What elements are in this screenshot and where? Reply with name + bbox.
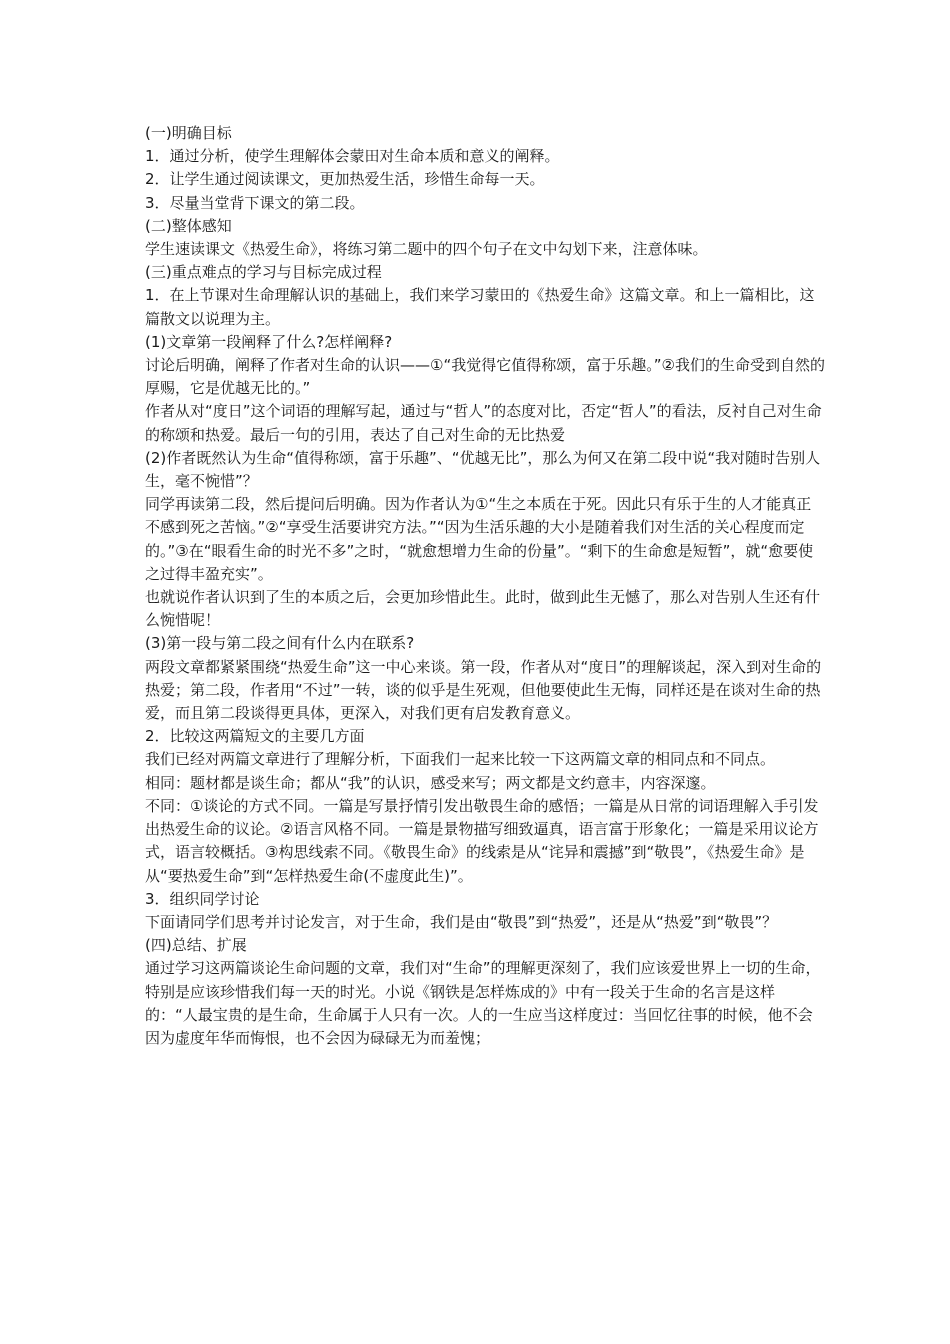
paragraph-comparison-intro: 我们已经对两篇文章进行了理解分析，下面我们一起来比较一下这两篇文章的相同点和不同点。	[145, 750, 776, 769]
paragraph-similarities: 相同：题材都是谈生命；都从“我”的认识，感受来写；两文都是文约意丰，内容深邃。	[145, 773, 716, 792]
heading-comparison: 2．比较这两篇短文的主要几方面	[145, 727, 365, 746]
question-2: (2)作者既然认为生命“值得称颂，富于乐趣”、“优越无比”，那么为何又在第二段中说“我对随时告别人生，毫不惋惜”？	[145, 448, 821, 491]
answer-1: 讨论后明确，阐释了作者对生命的认识——①“我觉得它值得称颂，富于乐趣。”②我们的生命受到自然的厚赐，它是优越无比的。”	[145, 356, 825, 398]
objective-item-2: 2．让学生通过阅读课文，更加热爱生活，珍惜生命每一天。	[145, 170, 545, 189]
answer-2: 同学再读第二段，然后提问后明确。因为作者认为①“生之本质在于死。因此只有乐于生的人才能真正不感到死之苦恼。”②“享受生活要讲究方法。”“因为生活乐趣的大小是随着我们对生活的关心程度而定的。”③在“眼看生命的时光不多”之时，“就愈想增力生命的份量”。“剩下的生命愈是短暂”，就“愈要使之过得丰盈充实”。	[145, 495, 814, 583]
heading-summary: (四)总结、扩展	[145, 936, 247, 955]
answer-2-summary: 也就说作者认识到了生的本质之后，会更加珍惜此生。此时，做到此生无憾了，那么对告别人生还有什么惋惜呢！	[145, 588, 821, 630]
paragraph-intro: 1．在上节课对生命理解认识的基础上，我们来学习蒙田的《热爱生命》这篇文章。和上一篇相比，这篇散文以说理为主。	[145, 286, 815, 328]
paragraph-differences: 不同：①谈论的方式不同。一篇是写景抒情引发出敬畏生命的感悟；一篇是从日常的词语理解入手引发出热爱生命的议论。②语言风格不同。一篇是景物描写细致逼真，语言富于形象化；一篇是采用议论方式，语言较概括。③构思线索不同。《敬畏生命》的线索是从“诧异和震撼”到“敬畏”，《热爱生命》是从“要热爱生命”到“怎样热爱生命(不虚度此生)”。	[145, 796, 819, 885]
answer-3: 两段文章都紧紧围绕“热爱生命”这一中心来谈。第一段，作者从对“度日”的理解谈起，深入到对生命的热爱；第二段，作者用“不过”一转，谈的似乎是生死观，但他要使此生无悔，同样还是在谈对生命的热爱，而且第二段谈得更具体，更深入，对我们更有启发教育意义。	[145, 657, 822, 723]
paragraph-summary: 通过学习这两篇谈论生命问题的文章，我们对“生命”的理解更深刻了，我们应该爱世界上一切的生命，特别是应该珍惜我们每一天的时光。小说《钢铁是怎样炼成的》中有一段关于生命的名言是这样的：“人最宝贵的是生命，生命属于人只有一次。人的一生应当这样度过：当回忆往事的时候，他不会因为虚度年华而悔恨，也不会因为碌碌无为而羞愧；	[145, 959, 821, 1047]
document-body	[145, 122, 825, 1050]
heading-key-points: (三)重点难点的学习与目标完成过程	[145, 263, 382, 282]
question-3: (3)第一段与第二段之间有什么内在联系?	[145, 634, 415, 653]
paragraph-discussion: 下面请同学们思考并讨论发言，对于生命，我们是由“敬畏”到“热爱”，还是从“热爱”到“敬畏”？	[145, 912, 778, 931]
paragraph-perception: 学生速读课文《热爱生命》，将练习第二题中的四个句子在文中勾划下来，注意体味。	[145, 240, 708, 259]
answer-1-detail: 作者从对“度日”这个词语的理解写起，通过与“哲人”的态度对比，否定“哲人”的看法，反衬自己对生命的称颂和热爱。最后一句的引用，表达了自己对生命的无比热爱	[145, 402, 822, 444]
heading-discussion: 3．组织同学讨论	[145, 889, 260, 908]
heading-overall-perception: (二)整体感知	[145, 216, 232, 235]
question-1: (1)文章第一段阐释了什么?怎样阐释?	[145, 332, 393, 351]
objective-item-1: 1．通过分析，使学生理解体会蒙田对生命本质和意义的阐释。	[145, 147, 560, 166]
heading-objectives: (一)明确目标	[145, 124, 232, 142]
objective-item-3: 3．尽量当堂背下课文的第二段。	[145, 193, 365, 212]
